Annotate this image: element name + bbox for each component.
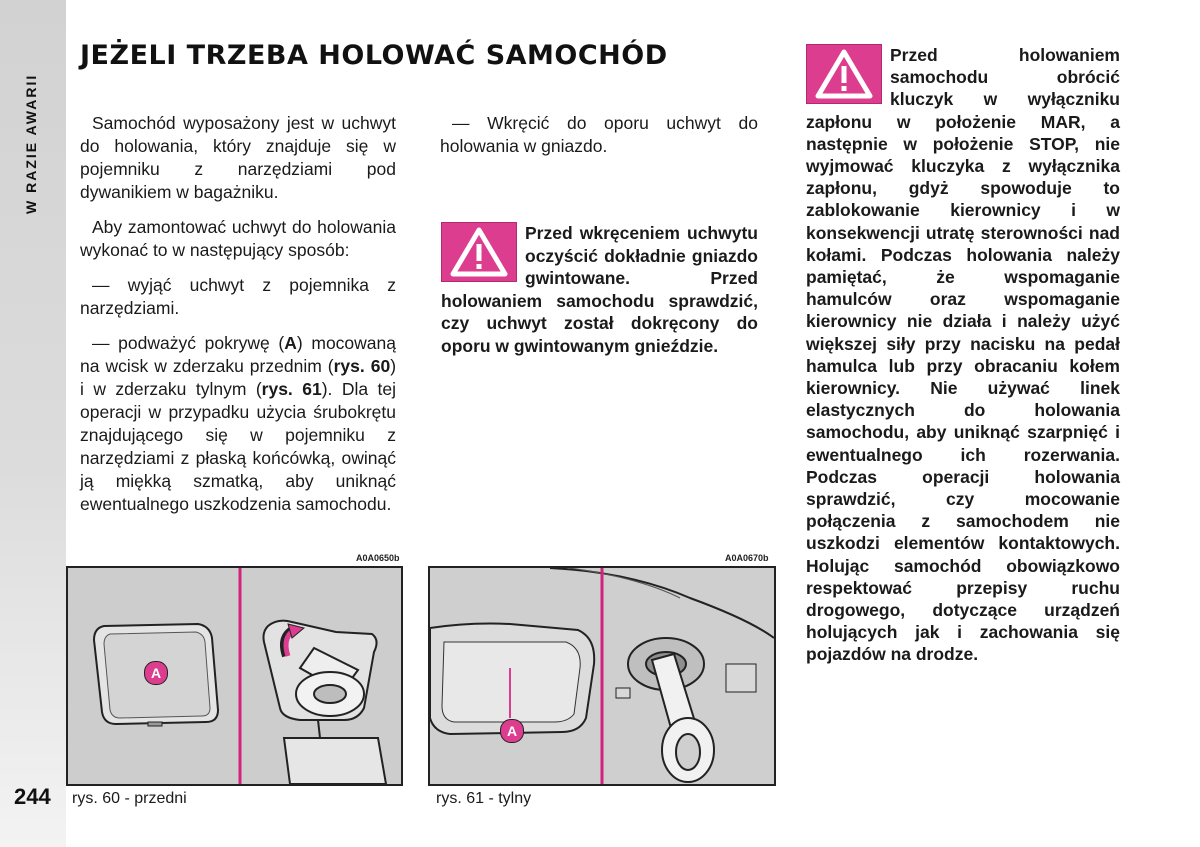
warning-box [806,44,1120,666]
paragraph: — Wkręcić do oporu uchwyt do holowania w gniazdo. [440,113,758,156]
figure-rear-bumper [428,566,776,786]
warning-text: Przed holowaniem samochodu obrócić kluczyk w wyłączniku zapłonu w położenie MAR, a następnie w położenie STOP, nie wyjmować kluczyka z wyłącznika zapłonu, gdyż spowoduje to zablokowanie kierownicy i w konsekwencji utratę sterowności nad kołami. Podczas holowania należy pamiętać, że wspomaganie hamulców oraz wspomaganie kierownicy nie działa i należy użyć większej siły przy nacisku na pedał hamulca lub przy obracaniu kołem kierownicy. Nie używać linek elastycznych do holowania samochodu, aby uniknąć szarpnięć i ewentualnego ich rozerwania. Podczas operacji holowania sprawdzić, czy mocowanie połączenia z samochodem nie uszkodzi elementów kontaktowych. Holując samochód obowiązkowo respektować przepisy ruchu drogowego, dotyczące urządzeń holujących jak i zachowania się pojazdów na drodze. [806,45,1120,665]
paragraph: Samochód wyposażony jest w uchwyt do holowania, który znajduje się w pojemniku z narzędziami pod dywanikiem w bagażniku. [80,113,396,202]
figure-caption: rys. 60 - przedni [72,790,187,807]
figure-illustration [68,568,401,784]
figure-code: A0A0650b [356,553,400,563]
paragraph: — wyjąć uchwyt z pojemnika z narzędziami. [80,275,396,318]
text-span: ). Dla tej operacji w przypadku użycia śrubokrętu znajdującego się w pojemniku z narzędziami z płaską końcówką, owinąć ją miękką szmatką, aby uniknąć ewentualnego uszkodzenia samochodu. [80,379,397,514]
text-span: ) i w zderzaku tylnym ( [80,356,397,399]
paragraph [80,332,396,516]
figure-ref: rys. 60 [333,356,391,376]
text-span: ) mocowaną na wcisk w zderzaku przednim ( [80,333,396,376]
section-label [23,73,43,234]
warning-text: Przed wkręceniem uchwytu oczyścić dokładnie gniazdo gwintowane. Przed holowaniem samochodu sprawdzić, czy uchwyt został dokręcony do oporu w gwintowanym gnieździe. [441,223,758,356]
warning-triangle-icon [441,222,517,282]
left-column [80,112,396,528]
page-title: JEŻELI TRZEBA HOLOWAĆ SAMOCHÓD [80,40,668,71]
section-label-text: W RAZIE AWARII [23,73,39,214]
label-a-marker: A [500,719,524,743]
label-ref: A [284,333,297,353]
paragraph: Aby zamontować uchwyt do holowania wykonać to w następujący sposób: [80,217,396,260]
warning-triangle-icon [806,44,882,104]
figure-ref: rys. 61 [261,379,322,399]
label-a-marker: A [144,661,168,685]
page-number: 244 [14,784,51,809]
figure-caption: rys. 61 - tylny [436,790,532,807]
figure-code: A0A0670b [725,553,769,563]
warning-box [441,222,758,357]
text-span: — podważyć pokrywę ( [92,333,285,353]
figure-front-bumper [66,566,403,786]
middle-column [440,112,758,170]
figure-illustration [430,568,774,784]
